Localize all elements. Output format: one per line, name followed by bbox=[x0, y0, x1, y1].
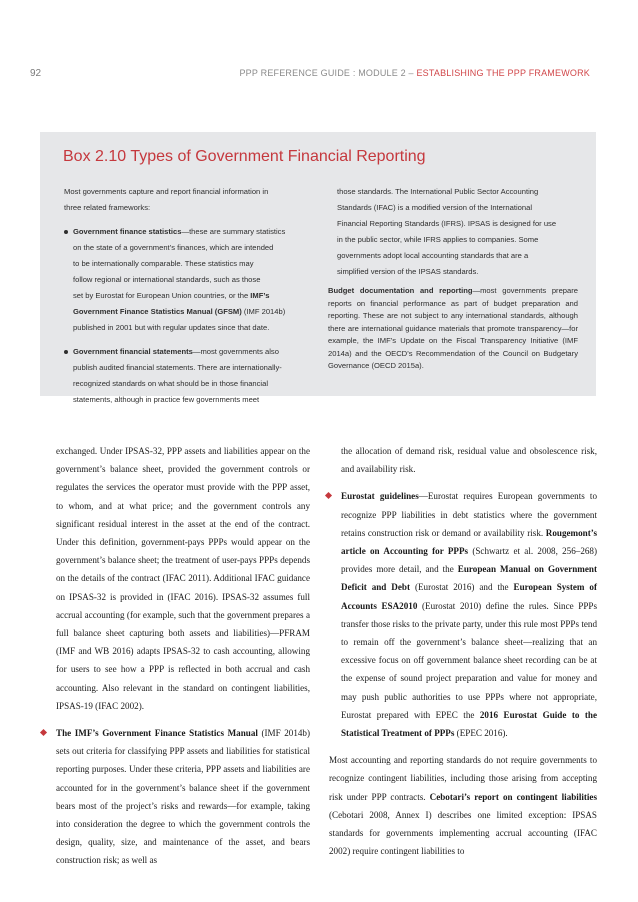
bullet-text: (Schwartz et al. 2008, 256–268) provides more detail, and the bbox=[341, 546, 597, 575]
box-cont-line: those standards. The International Public Sector Accounting bbox=[337, 187, 539, 196]
header-separator: – bbox=[405, 68, 417, 78]
imf-gfsm-bullet bbox=[56, 724, 310, 870]
box-cont-line: simplified version of the IPSAS standards. bbox=[337, 267, 479, 276]
bullet-text: —most governments prepare reports on financial performance as part of budget preparation and reporting. These are not subject to any international standards, although there are international guidance materials that promote transparency—for example, the IMF’s Update on the Fiscal Transparency Initiative (IMF 2014a) and the OECD’s Recommendation of the Council on Budgetary Governance (OECD 2015a). bbox=[328, 286, 578, 370]
bullet-term: 2016 Eurostat Guide to the Statistical Treatment of PPPs bbox=[341, 709, 597, 739]
paragraph-text: (Cebotari 2008, Annex I) describes one limited exception: IPSAS standards for governments implementing accrual accounting (IFAC 2002) require contingent liabilities to bbox=[329, 809, 597, 857]
box-cont-line: Standards (IFAC) is a modified version of the International bbox=[337, 203, 533, 212]
bullet-term: European Manual on Government Deficit and Debt bbox=[341, 564, 597, 593]
box-bullet-line: to be internationally comparable. These statistics may bbox=[73, 259, 254, 268]
page-number: 92 bbox=[30, 68, 42, 79]
box-bullet-line bbox=[64, 288, 318, 304]
body-left-column bbox=[56, 442, 310, 870]
body-paragraph bbox=[329, 751, 597, 860]
guide-title: PPP REFERENCE GUIDE : MODULE 2 bbox=[239, 68, 406, 78]
box-intro-line: Most governments capture and report financial information in bbox=[64, 187, 269, 196]
box-left-column bbox=[64, 184, 318, 408]
bullet-term: Government finance statistics bbox=[73, 227, 182, 236]
running-header bbox=[239, 68, 590, 78]
sidebar-box bbox=[40, 132, 596, 404]
bullet-term: Government financial statements bbox=[73, 347, 193, 356]
box-bullet-line bbox=[64, 304, 318, 320]
bullet-text: —most governments also bbox=[192, 347, 279, 356]
box-bullet-budget bbox=[328, 285, 578, 373]
paragraph-text: Most accounting and reporting standards do not require governments to recognize contingent liabilities, including those arising from accepting risk under PPP contracts. bbox=[329, 755, 597, 802]
bullet-term: European System of Accounts ESA2010 bbox=[341, 582, 598, 611]
box-cont-line: Financial Reporting Standards (IFRS). IPSAS is designed for use bbox=[337, 219, 557, 228]
section-title: ESTABLISHING THE PPP FRAMEWORK bbox=[416, 68, 590, 78]
bullet-text: —these are summary statistics bbox=[181, 227, 286, 236]
bullet-text: set by Eurostat for European Union countries, or the bbox=[73, 291, 251, 300]
bullet-term: The IMF’s Government Finance Statistics Manual bbox=[56, 728, 258, 739]
bullet-text: (Eurostat 2010) define the rules. Since PPPs transfer those risks to the private party, under this rule most PPPs tend to remain off the government’s balance sheet—realizing that an excessive focus on off government balance sheet recording can be at the expense of sound project preparation and value for money and may push public authorities to use PPPs where not appropriate, Eurostat prepared with EPEC the bbox=[341, 600, 597, 720]
box-bullet-line: recognized standards on what should be in those financial bbox=[73, 379, 269, 388]
box-right-column bbox=[328, 184, 578, 373]
box-bullet-gfs bbox=[64, 224, 318, 240]
gfsm-title: Government Finance Statistics Manual (GFSM) bbox=[73, 307, 242, 316]
bullet-term: Budget documentation and reporting bbox=[328, 286, 473, 295]
bullet-diamond-icon bbox=[40, 729, 47, 736]
eurostat-bullet bbox=[329, 487, 597, 742]
box-bullet-line: on the state of a government’s finances, which are intended bbox=[73, 243, 274, 252]
bullet-diamond-icon bbox=[325, 492, 332, 499]
body-right-column bbox=[329, 442, 597, 860]
bullet-term: Eurostat guidelines bbox=[341, 491, 419, 502]
box-bullet-line: publish audited financial statements. There are internationally- bbox=[73, 363, 282, 372]
body-paragraph: exchanged. Under IPSAS-32, PPP assets and liabilities appear on the government’s balance sheet, provided the government controls or regulates the services the operator must provide with the PPP asset, to whom, and at what price; and the government controls any significant residual interest in the asset at the end of the contract. Under this definition, government-pays PPPs would appear on the government’s balance sheet; the treatment of user-pays PPPs depends on the details of the contract (IFAC 2011). Additional IFAC guidance on IPSAS-32 is provided in (IFAC 2016). IPSAS-32 assumes full accrual accounting (for example, such that the government prepares a full balance sheet capturing both assets and liabilities)—PFRAM (IMF and WB 2016) adapts IPSAS-32 to cash accounting, allowing for users to see how a PPP is reflected in both accrual and cash accounting. Also relevant in the standard on contingent liabilities, IPSAS-19 (IFAC 2002). bbox=[56, 446, 310, 711]
bold-reference: Cebotari’s report on contingent liabilities bbox=[429, 791, 598, 802]
bullet-text: (IMF 2014b) sets out criteria for classifying PPP assets and liabilities for statistical reporting purposes. Under these criteria, PPP assets and liabilities are accounted for in the government’s balance sheet if the government bears most of the project’s risks and rewards—for example, taking into consideration the degree to which the government controls the design, quality, size, and maintenance of the asset, and bears construction risk; as well as bbox=[56, 728, 311, 866]
box-title: Box 2.10 Types of Government Financial Reporting bbox=[63, 148, 426, 165]
box-intro-line: three related frameworks: bbox=[64, 203, 151, 212]
box-bullet-line: statements, although in practice few governments meet bbox=[73, 395, 260, 404]
bullet-term: Rougemont’s article on Accounting for PPPs bbox=[341, 527, 597, 557]
box-bullet-line: follow regional or international standards, such as those bbox=[73, 275, 261, 284]
box-cont-line: in the public sector, while IFRS applies to companies. Some bbox=[337, 235, 539, 244]
bullet-text: (EPEC 2016). bbox=[454, 728, 508, 739]
bullet-text: (IMF 2014b) bbox=[241, 307, 286, 316]
bullet-text: —Eurostat requires European governments to recognize PPP liabilities in debt statistics where the government retains construction risk or demand or availability risk. bbox=[341, 491, 597, 538]
box-bullet-statements bbox=[64, 344, 318, 360]
box-cont-line: governments adopt local accounting standards that are a bbox=[337, 251, 529, 260]
bullet-term: IMF’s bbox=[250, 291, 270, 300]
box-bullet-line: published in 2001 but with regular updates since that date. bbox=[73, 323, 270, 332]
body-paragraph: the allocation of demand risk, residual value and obsolescence risk, and availability risk. bbox=[341, 446, 597, 475]
bullet-text: (Eurostat 2016) and the bbox=[410, 582, 514, 593]
